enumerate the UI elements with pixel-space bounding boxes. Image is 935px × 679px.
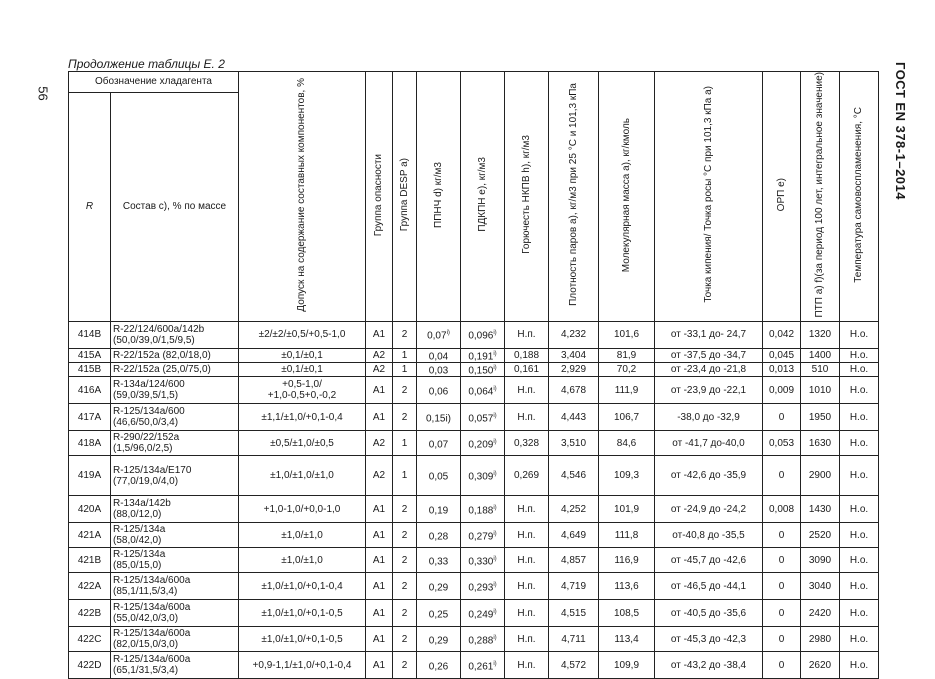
ppnch-value: 0,05 xyxy=(417,456,461,496)
molar-mass: 108,5 xyxy=(599,600,655,627)
refrigerant-r: 422C xyxy=(69,627,111,652)
vapor-density: 4,719 xyxy=(549,573,599,600)
refrigerant-r: 420A xyxy=(69,496,111,523)
table-caption: Продолжение таблицы Е. 2 xyxy=(68,57,225,71)
table-row xyxy=(69,627,879,652)
pdkpn-value: 0,096$^{i)}$ xyxy=(461,321,505,348)
ppnch-value: 0,07$^{i)}$ xyxy=(417,321,461,348)
gwp-value: 1320 xyxy=(801,321,840,348)
boiling-point: от -42,6 до -35,9 xyxy=(655,456,763,496)
molar-mass: 106,7 xyxy=(599,404,655,431)
component-tolerance: ±2/±2/±0,5/+0,5-1,0 xyxy=(239,321,366,348)
refrigerant-composition: R-125/134a/E170 (77,0/19,0/4,0) xyxy=(111,456,239,496)
refrigerant-composition: R-22/152a (25,0/75,0) xyxy=(111,362,239,376)
safety-group: A2 xyxy=(366,431,393,456)
table-row xyxy=(69,496,879,523)
nkpv-value: Н.п. xyxy=(505,496,549,523)
component-tolerance: ±1,0/±1,0 xyxy=(239,523,366,548)
header-boiling-point: Точка кипения/ Точка росы °С при 101,3 кПа a) xyxy=(655,72,763,322)
ppnch-value: 0,25 xyxy=(417,600,461,627)
molar-mass: 101,9 xyxy=(599,496,655,523)
component-tolerance: +1,0-1,0/+0,0-1,0 xyxy=(239,496,366,523)
molar-mass: 109,3 xyxy=(599,456,655,496)
pdkpn-value: 0,293$^{i)}$ xyxy=(461,573,505,600)
odp-value: 0 xyxy=(763,456,801,496)
pdkpn-value: 0,330$^{i)}$ xyxy=(461,548,505,573)
refrigerant-composition: R-125/134a/600a (85,1/11,5/3,4) xyxy=(111,573,239,600)
refrigerant-r: 422D xyxy=(69,652,111,679)
pdkpn-value: 0,064$^{i)}$ xyxy=(461,377,505,404)
table-row xyxy=(69,456,879,496)
autoignition-temp: Н.о. xyxy=(840,523,879,548)
safety-group: A1 xyxy=(366,523,393,548)
molar-mass: 70,2 xyxy=(599,362,655,376)
autoignition-temp: Н.о. xyxy=(840,496,879,523)
page-number: 56 xyxy=(35,86,51,101)
safety-group: A2 xyxy=(366,348,393,362)
vapor-density: 4,857 xyxy=(549,548,599,573)
odp-value: 0 xyxy=(763,548,801,573)
table-row xyxy=(69,600,879,627)
refrigerant-r: 422A xyxy=(69,573,111,600)
safety-group: A1 xyxy=(366,496,393,523)
header-gwp: ПТП a) f)(за период 100 лет, интегральное значение) xyxy=(801,72,840,322)
vapor-density: 4,649 xyxy=(549,523,599,548)
desp-group: 1 xyxy=(393,362,417,376)
header-desp-group: Группа DESP a) xyxy=(393,72,417,322)
desp-group: 2 xyxy=(393,321,417,348)
nkpv-value: Н.п. xyxy=(505,404,549,431)
ppnch-value: 0,29 xyxy=(417,627,461,652)
boiling-point: от-40,8 до -35,5 xyxy=(655,523,763,548)
odp-value: 0,013 xyxy=(763,362,801,376)
refrigerant-r: 417A xyxy=(69,404,111,431)
autoignition-temp: Н.о. xyxy=(840,456,879,496)
refrigerant-composition: R-290/22/152a (1,5/96,0/2,5) xyxy=(111,431,239,456)
desp-group: 2 xyxy=(393,496,417,523)
molar-mass: 109,9 xyxy=(599,652,655,679)
vapor-density: 4,572 xyxy=(549,652,599,679)
nkpv-value: 0,188 xyxy=(505,348,549,362)
table-row xyxy=(69,652,879,679)
gwp-value: 2520 xyxy=(801,523,840,548)
refrigerant-table xyxy=(68,71,879,679)
header-odp: ОРП e) xyxy=(763,72,801,322)
boiling-point: от -46,5 до -44,1 xyxy=(655,573,763,600)
safety-group: A1 xyxy=(366,600,393,627)
desp-group: 2 xyxy=(393,600,417,627)
refrigerant-composition: R-22/152a (82,0/18,0) xyxy=(111,348,239,362)
pdkpn-value: 0,188$^{i)}$ xyxy=(461,496,505,523)
vapor-density: 4,546 xyxy=(549,456,599,496)
pdkpn-value: 0,150$^{i)}$ xyxy=(461,362,505,376)
ppnch-value: 0,19 xyxy=(417,496,461,523)
safety-group: A2 xyxy=(366,456,393,496)
desp-group: 2 xyxy=(393,523,417,548)
gwp-value: 1950 xyxy=(801,404,840,431)
component-tolerance: ±0,1/±0,1 xyxy=(239,348,366,362)
molar-mass: 84,6 xyxy=(599,431,655,456)
component-tolerance: ±0,1/±0,1 xyxy=(239,362,366,376)
table-row xyxy=(69,362,879,376)
vapor-density: 4,443 xyxy=(549,404,599,431)
component-tolerance: ±1,0/±1,0/+0,1-0,5 xyxy=(239,600,366,627)
autoignition-temp: Н.о. xyxy=(840,548,879,573)
component-tolerance: ±1,0/±1,0/±1,0 xyxy=(239,456,366,496)
odp-value: 0 xyxy=(763,404,801,431)
vapor-density: 4,232 xyxy=(549,321,599,348)
vapor-density: 4,678 xyxy=(549,377,599,404)
table-row xyxy=(69,404,879,431)
autoignition-temp: Н.о. xyxy=(840,362,879,376)
gwp-value: 1400 xyxy=(801,348,840,362)
nkpv-value: Н.п. xyxy=(505,548,549,573)
table-row xyxy=(69,321,879,348)
gwp-value: 2620 xyxy=(801,652,840,679)
gwp-value: 2420 xyxy=(801,600,840,627)
autoignition-temp: Н.о. xyxy=(840,348,879,362)
component-tolerance: ±0,5/±1,0/±0,5 xyxy=(239,431,366,456)
gwp-value: 1630 xyxy=(801,431,840,456)
header-molar-mass: Молекулярная масса a), кг/кмоль xyxy=(599,72,655,322)
nkpv-value: Н.п. xyxy=(505,600,549,627)
safety-group: A1 xyxy=(366,627,393,652)
nkpv-value: Н.п. xyxy=(505,523,549,548)
boiling-point: от -23,4 до -21,8 xyxy=(655,362,763,376)
refrigerant-composition: R-125/134a/600a (65,1/31,5/3,4) xyxy=(111,652,239,679)
boiling-point: от -40,5 до -35,6 xyxy=(655,600,763,627)
vapor-density: 2,929 xyxy=(549,362,599,376)
gwp-value: 3090 xyxy=(801,548,840,573)
vapor-density: 4,252 xyxy=(549,496,599,523)
ppnch-value: 0,29 xyxy=(417,573,461,600)
header-r: R xyxy=(69,92,111,321)
refrigerant-r: 415A xyxy=(69,348,111,362)
component-tolerance: ±1,0/±1,0 xyxy=(239,548,366,573)
header-autoignition: Температура самовоспламенения, °С xyxy=(840,72,879,322)
refrigerant-composition: R-134a/142b (88,0/12,0) xyxy=(111,496,239,523)
refrigerant-composition: R-125/134a/600a (82,0/15,0/3,0) xyxy=(111,627,239,652)
ppnch-value: 0,06 xyxy=(417,377,461,404)
autoignition-temp: Н.о. xyxy=(840,377,879,404)
refrigerant-composition: R-125/134a (58,0/42,0) xyxy=(111,523,239,548)
odp-value: 0,053 xyxy=(763,431,801,456)
molar-mass: 111,9 xyxy=(599,377,655,404)
header-designation-group: Обозначение хладагента xyxy=(69,72,239,93)
header-safety-group: Группа опасности xyxy=(366,72,393,322)
ppnch-value: 0,28 xyxy=(417,523,461,548)
autoignition-temp: Н.о. xyxy=(840,431,879,456)
pdkpn-value: 0,261$^{i)}$ xyxy=(461,652,505,679)
gwp-value: 2900 xyxy=(801,456,840,496)
table-row xyxy=(69,523,879,548)
pdkpn-value: 0,288$^{i)}$ xyxy=(461,627,505,652)
table-row xyxy=(69,377,879,404)
desp-group: 1 xyxy=(393,431,417,456)
molar-mass: 116,9 xyxy=(599,548,655,573)
vapor-density: 3,404 xyxy=(549,348,599,362)
nkpv-value: 0,328 xyxy=(505,431,549,456)
desp-group: 2 xyxy=(393,652,417,679)
nkpv-value: Н.п. xyxy=(505,652,549,679)
table-row xyxy=(69,348,879,362)
component-tolerance: +0,9-1,1/±1,0/+0,1-0,4 xyxy=(239,652,366,679)
odp-value: 0 xyxy=(763,523,801,548)
refrigerant-composition: R-125/134a/600a (55,0/42,0/3,0) xyxy=(111,600,239,627)
table-row xyxy=(69,431,879,456)
refrigerant-r: 418A xyxy=(69,431,111,456)
odp-value: 0 xyxy=(763,573,801,600)
header-vapor-density: Плотность паров a), кг/м3 при 25 °С и 101,3 кПа xyxy=(549,72,599,322)
odp-value: 0,009 xyxy=(763,377,801,404)
desp-group: 2 xyxy=(393,377,417,404)
autoignition-temp: Н.о. xyxy=(840,321,879,348)
refrigerant-composition: R-134a/124/600 (59,0/39,5/1,5) xyxy=(111,377,239,404)
pdkpn-value: 0,249$^{i)}$ xyxy=(461,600,505,627)
desp-group: 2 xyxy=(393,627,417,652)
desp-group: 1 xyxy=(393,456,417,496)
refrigerant-r: 421A xyxy=(69,523,111,548)
boiling-point: от -41,7 до-40,0 xyxy=(655,431,763,456)
pdkpn-value: 0,209$^{i)}$ xyxy=(461,431,505,456)
safety-group: A1 xyxy=(366,548,393,573)
ppnch-value: 0,07 xyxy=(417,431,461,456)
odp-value: 0,008 xyxy=(763,496,801,523)
ppnch-value: 0,04 xyxy=(417,348,461,362)
molar-mass: 111,8 xyxy=(599,523,655,548)
component-tolerance: ±1,0/±1,0/+0,1-0,4 xyxy=(239,573,366,600)
pdkpn-value: 0,309$^{i)}$ xyxy=(461,456,505,496)
document-code: ГОСТ EN 378-1–2014 xyxy=(893,62,908,200)
component-tolerance: ±1,1/±1,0/+0,1-0,4 xyxy=(239,404,366,431)
refrigerant-r: 422B xyxy=(69,600,111,627)
refrigerant-composition: R-125/134a/600 (46,6/50,0/3,4) xyxy=(111,404,239,431)
nkpv-value: Н.п. xyxy=(505,321,549,348)
desp-group: 2 xyxy=(393,404,417,431)
gwp-value: 1010 xyxy=(801,377,840,404)
header-ppnch: ППНЧ d) кг/м3 xyxy=(417,72,461,322)
ppnch-value: 0,33 xyxy=(417,548,461,573)
boiling-point: от -45,7 до -42,6 xyxy=(655,548,763,573)
vapor-density: 4,515 xyxy=(549,600,599,627)
refrigerant-composition: R-22/124/600a/142b (50,0/39,0/1,5/9,5) xyxy=(111,321,239,348)
safety-group: A1 xyxy=(366,404,393,431)
refrigerant-r: 421B xyxy=(69,548,111,573)
refrigerant-r: 415B xyxy=(69,362,111,376)
nkpv-value: Н.п. xyxy=(505,627,549,652)
pdkpn-value: 0,057$^{i)}$ xyxy=(461,404,505,431)
refrigerant-composition: R-125/134a (85,0/15,0) xyxy=(111,548,239,573)
boiling-point: -38,0 до -32,9 xyxy=(655,404,763,431)
molar-mass: 81,9 xyxy=(599,348,655,362)
ppnch-value: 0,26 xyxy=(417,652,461,679)
boiling-point: от -33,1 до- 24,7 xyxy=(655,321,763,348)
boiling-point: от -24,9 до -24,2 xyxy=(655,496,763,523)
odp-value: 0,042 xyxy=(763,321,801,348)
boiling-point: от -23,9 до -22,1 xyxy=(655,377,763,404)
safety-group: A2 xyxy=(366,362,393,376)
odp-value: 0 xyxy=(763,600,801,627)
autoignition-temp: Н.о. xyxy=(840,627,879,652)
boiling-point: от -43,2 до -38,4 xyxy=(655,652,763,679)
vapor-density: 3,510 xyxy=(549,431,599,456)
ppnch-value: 0,15i) xyxy=(417,404,461,431)
pdkpn-value: 0,279$^{i)}$ xyxy=(461,523,505,548)
molar-mass: 113,6 xyxy=(599,573,655,600)
pdkpn-value: 0,191$^{i)}$ xyxy=(461,348,505,362)
component-tolerance: ±1,0/±1,0/+0,1-0,5 xyxy=(239,627,366,652)
odp-value: 0,045 xyxy=(763,348,801,362)
header-nkpv: Горючесть НКПВ h), кг/м3 xyxy=(505,72,549,322)
safety-group: A1 xyxy=(366,573,393,600)
desp-group: 2 xyxy=(393,573,417,600)
autoignition-temp: Н.о. xyxy=(840,573,879,600)
gwp-value: 3040 xyxy=(801,573,840,600)
desp-group: 2 xyxy=(393,548,417,573)
table-row xyxy=(69,573,879,600)
gwp-value: 1430 xyxy=(801,496,840,523)
vapor-density: 4,711 xyxy=(549,627,599,652)
nkpv-value: Н.п. xyxy=(505,377,549,404)
desp-group: 1 xyxy=(393,348,417,362)
refrigerant-r: 419A xyxy=(69,456,111,496)
molar-mass: 101,6 xyxy=(599,321,655,348)
boiling-point: от -37,5 до -34,7 xyxy=(655,348,763,362)
nkpv-value: 0,161 xyxy=(505,362,549,376)
gwp-value: 510 xyxy=(801,362,840,376)
header-pdkpn: ПДКПН e), кг/м3 xyxy=(461,72,505,322)
nkpv-value: 0,269 xyxy=(505,456,549,496)
safety-group: A1 xyxy=(366,652,393,679)
molar-mass: 113,4 xyxy=(599,627,655,652)
safety-group: A1 xyxy=(366,321,393,348)
component-tolerance: +0,5-1,0/ +1,0-0,5+0,-0,2 xyxy=(239,377,366,404)
safety-group: A1 xyxy=(366,377,393,404)
autoignition-temp: Н.о. xyxy=(840,404,879,431)
odp-value: 0 xyxy=(763,627,801,652)
autoignition-temp: Н.о. xyxy=(840,600,879,627)
boiling-point: от -45,3 до -42,3 xyxy=(655,627,763,652)
refrigerant-r: 416A xyxy=(69,377,111,404)
nkpv-value: Н.п. xyxy=(505,573,549,600)
header-tolerance: Допуск на содержание составных компонентов, % xyxy=(239,72,366,322)
ppnch-value: 0,03 xyxy=(417,362,461,376)
autoignition-temp: Н.о. xyxy=(840,652,879,679)
header-composition: Состав с), % по массе xyxy=(111,92,239,321)
refrigerant-r: 414B xyxy=(69,321,111,348)
table-row xyxy=(69,548,879,573)
gwp-value: 2980 xyxy=(801,627,840,652)
odp-value: 0 xyxy=(763,652,801,679)
